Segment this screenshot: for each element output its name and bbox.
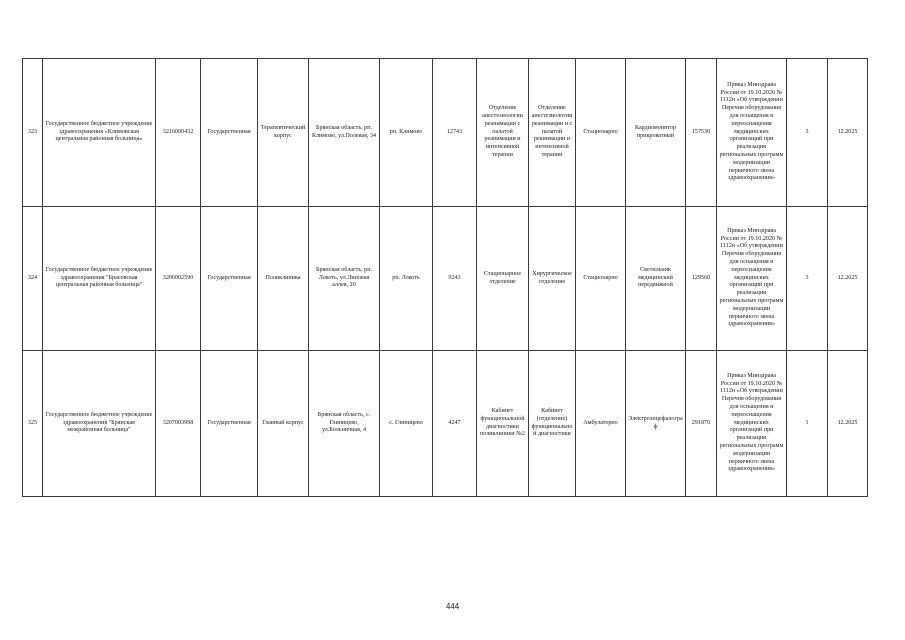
equipment: Кардиомонитор прикроватный — [626, 59, 686, 207]
regulation-order: Приказ Минздрава России от 19.10.2020 № 1112н «Об утверждении Перечня оборудования для оснащения и переоснащения медицинских организаций при реализации региональных программ модернизации первичного звена здравоохранения» — [717, 207, 787, 351]
care-type: Амбулаторно — [576, 351, 626, 497]
inn: 3206002590 — [156, 207, 201, 351]
equipment: Светильник медицинский передвижной — [626, 207, 686, 351]
cost: 157530 — [686, 59, 717, 207]
registry-table — [22, 58, 868, 497]
delivery-date: 12.2025 — [828, 207, 868, 351]
quantity: 1 — [787, 351, 828, 497]
regulation-order: Приказ Минздрава России от 19.10.2020 № 1112н «Об утверждении Перечня оборудования для оснащения и переоснащения медицинских организаций при реализации региональных программ модернизации первичного звена здравоохранения» — [717, 351, 787, 497]
department-specialty: Хирургическое отделение — [529, 207, 576, 351]
population: 12743 — [433, 59, 477, 207]
row-number: 325 — [23, 351, 43, 497]
row-number: 324 — [23, 207, 43, 351]
page-number: 444 — [445, 602, 460, 611]
quantity: 3 — [787, 59, 828, 207]
delivery-date: 12.2025 — [828, 351, 868, 497]
organization-name: Государственное бюджетное учреждение здравоохранения "Брасовская центральная районная больница" — [43, 207, 156, 351]
organization-name: Государственное бюджетное учреждение здравоохранения "Брянская межрайонная больница" — [43, 351, 156, 497]
table-row — [23, 207, 868, 351]
delivery-date: 12.2025 — [828, 59, 868, 207]
table-row — [23, 59, 868, 207]
locality: рп. Климово — [380, 59, 433, 207]
ownership-form: Государственная — [201, 351, 258, 497]
inn: 3216000432 — [156, 59, 201, 207]
ownership-form: Государственная — [201, 59, 258, 207]
address: Брянская область, рп. Климово, ул.Полевая, 34 — [309, 59, 380, 207]
locality: рп. Локоть — [380, 207, 433, 351]
organization-name: Государственное бюджетное учреждение здравоохранения «Климовская центральная районная больница» — [43, 59, 156, 207]
quantity: 3 — [787, 207, 828, 351]
building: Поликлиника — [258, 207, 309, 351]
population: 9243 — [433, 207, 477, 351]
cost: 129560 — [686, 207, 717, 351]
row-number: 323 — [23, 59, 43, 207]
department: Кабинет функциональной диагностики поликлиники №2 — [477, 351, 529, 497]
department-specialty: Отделение анестезиологии реанимации и с палатой реанимации и интенсивной терапии — [529, 59, 576, 207]
regulation-order: Приказ Минздрава России от 19.10.2020 № 1112н «Об утверждении Перечня оборудования для оснащения и переоснащения медицинских организаций при реализации региональных программ модернизации первичного звена здравоохранения» — [717, 59, 787, 207]
department: Отделение анестезиологии реанимации с палатой реанимации и интенсивной терапии — [477, 59, 529, 207]
locality: с. Глиницево — [380, 351, 433, 497]
department: Стационарное отделение — [477, 207, 529, 351]
address: Брянская область, рп. Локоть, ул.Липовая аллея, 20 — [309, 207, 380, 351]
address: Брянская область, с. Глиницево, ул.Больничная, 4 — [309, 351, 380, 497]
department-specialty: Кабинет (отделение) функциональной диагностики — [529, 351, 576, 497]
ownership-form: Государственная — [201, 207, 258, 351]
care-type: Стационарно — [576, 59, 626, 207]
building: Главный корпус — [258, 351, 309, 497]
care-type: Стационарно — [576, 207, 626, 351]
table-row — [23, 351, 868, 497]
population: 4247 — [433, 351, 477, 497]
equipment: Электроэнцефалограф — [626, 351, 686, 497]
building: Терапевтический корпус — [258, 59, 309, 207]
inn: 3207003998 — [156, 351, 201, 497]
cost: 291870 — [686, 351, 717, 497]
